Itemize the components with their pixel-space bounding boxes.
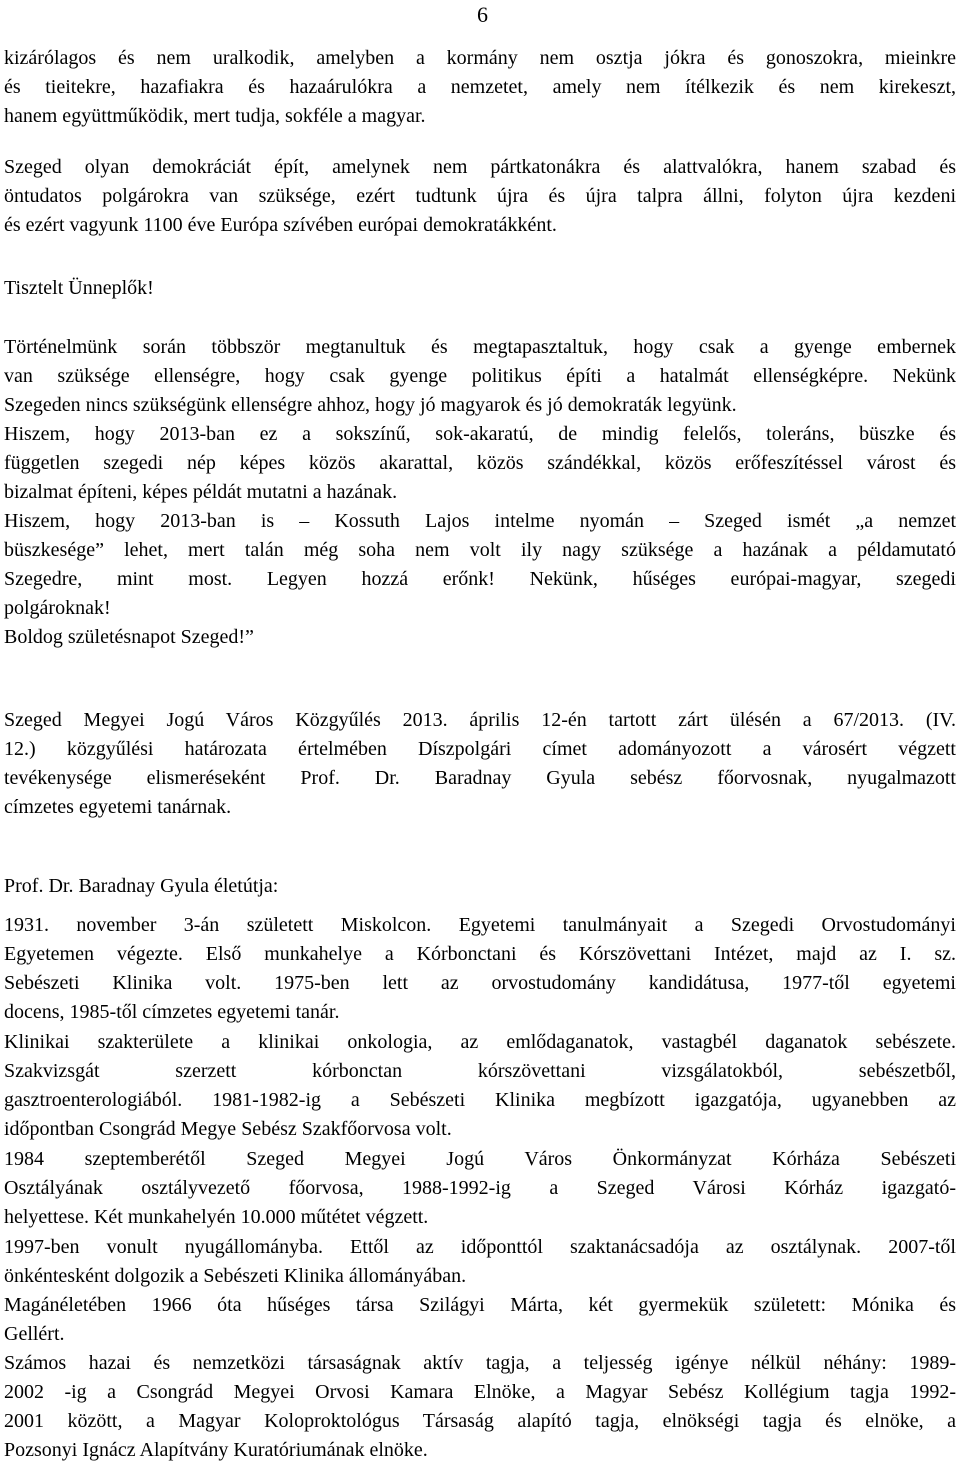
text-line: Osztályának osztályvezető főorvosa, 1988-1992-ig a Szeged Városi Kórház igazgató- — [4, 1177, 956, 1200]
text-line: Tisztelt Ünneplők! — [4, 277, 154, 299]
text-line: 1984 szeptemberétől Szeged Megyei Jogú Város Önkormányzat Kórháza Sebészeti — [4, 1148, 956, 1170]
text-line: Számos hazai és nemzetközi társaságnak aktív tagja, a teljesség igénye nélkül néhány: 1989- — [4, 1352, 956, 1374]
paragraph-hospital — [4, 1145, 956, 1232]
text-line: Magánéletében 1966 óta hűséges társa Szilágyi Márta, két gyermekük született: Mónika és — [4, 1294, 956, 1316]
text-line: kizárólagos és nem uralkodik, amelyben a kormány nem osztja jókra és gonoszokra, mieinkre — [4, 47, 956, 69]
text-line: 2001 között, a Magyar Koloproktológus Társaság alapító tagja, elnökségi tagja és elnöke, a — [4, 1410, 956, 1433]
text-line: címzetes egyetemi tanárnak. — [4, 796, 232, 819]
paragraph-education — [4, 911, 956, 1027]
text-line: önkéntesként dolgozik a Sebészeti Klinika állományában. — [4, 1265, 467, 1288]
closing-greeting — [4, 623, 956, 652]
text-line: Prof. Dr. Baradnay Gyula életútja: — [4, 875, 279, 897]
text-line: Sebészeti Klinika volt. 1975-ben lett az orvostudomány kandidátusa, 1977-től egyetemi — [4, 972, 956, 995]
paragraph-retirement — [4, 1233, 956, 1291]
text-line: Szeged olyan demokráciát épít, amelynek nem pártkatonákra és alattvalókra, hanem szabad és — [4, 156, 956, 178]
text-line: van szüksége ellenségre, hogy csak gyenge politikus építi a hatalmát ellenségképre. Nekünk — [4, 365, 956, 388]
text-line: 2002 -ig a Csongrád Megyei Orvosi Kamara Elnöke, a Magyar Sebész Kollégium tagja 1992- — [4, 1381, 956, 1404]
text-line: 1931. november 3-án született Miskolcon. Egyetemi tanulmányait a Szegedi Orvostudományi — [4, 914, 956, 936]
text-line: Egyetemen végezte. Első munkahelye a Kórbonctani és Kórszövettani Intézet, majd az I. sz. — [4, 943, 956, 966]
text-line: Szakvizsgát szerzett kórbonctan kórszövettani vizsgálatokból, sebészetből, — [4, 1060, 956, 1083]
biography-heading — [4, 872, 956, 901]
paragraph-resolution — [4, 706, 956, 822]
text-line: Történelmünk során többször megtanultuk és megtapasztaltuk, hogy csak a gyenge embernek — [4, 336, 956, 358]
text-line: 12.) közgyűlési határozata értelmében Díszpolgári címet adományozott a városért végzett — [4, 738, 956, 761]
paragraph-family — [4, 1291, 956, 1349]
text-line: független szegedi nép képes közös akarattal, közös szándékkal, közös erőfeszítéssel várost és — [4, 452, 956, 475]
salutation — [4, 274, 956, 303]
paragraph-specialty — [4, 1028, 956, 1144]
text-line: Klinikai szakterülete a klinikai onkologia, az emlődaganatok, vastagbél daganatok sebészete. — [4, 1031, 956, 1053]
text-line: helyettese. Két munkahelyén 10.000 műtétet végzett. — [4, 1206, 429, 1229]
page-number: 6 — [477, 2, 488, 27]
text-line: 1997-ben vonult nyugállományba. Ettől az időponttól szaktanácsadója az osztálynak. 2007-től — [4, 1236, 956, 1258]
paragraph-belief-2013 — [4, 420, 956, 507]
text-line: öntudatos polgárokra van szüksége, ezért tudtunk újra és újra talpra állni, folyton újra kezdeni — [4, 185, 956, 208]
text-line: és ezért vagyunk 1100 éve Európa szívében európai demokratákként. — [4, 214, 557, 237]
text-line: és tieitekre, hazafiakra és hazaárulókra a nemzetet, amely nem ítélkezik és nem kirekeszt, — [4, 76, 956, 99]
text-line: docens, 1985-től címzetes egyetemi tanár. — [4, 1001, 340, 1024]
paragraph-democracy — [4, 153, 956, 240]
text-line: gasztroenterologiából. 1981-1982-ig a Sebészeti Klinika megbízott igazgatója, ugyanebben az — [4, 1089, 956, 1112]
paragraph-kossuth — [4, 507, 956, 623]
text-line: hanem együttműködik, mert tudja, sokféle a magyar. — [4, 105, 426, 128]
text-line: bizalmat építeni, képes példát mutatni a hazának. — [4, 481, 398, 504]
text-line: Pozsonyi Ignácz Alapítvány Kuratóriumának elnöke. — [4, 1439, 428, 1462]
text-line: Szegeden nincs szükségünk ellenségre ahhoz, hogy jó magyarok és jó demokraták legyünk. — [4, 394, 737, 417]
text-line: Hiszem, hogy 2013-ban is – Kossuth Lajos intelme nyomán – Szeged ismét „a nemzet — [4, 510, 956, 532]
text-line: Szegedre, mint most. Legyen hozzá erőnk! Nekünk, hűséges európai-magyar, szegedi — [4, 568, 956, 591]
text-line: polgároknak! — [4, 597, 111, 620]
paragraph-history — [4, 333, 956, 420]
text-line: időpontban Csongrád Megye Sebész Szakfőorvosa volt. — [4, 1118, 452, 1141]
text-line: Hiszem, hogy 2013-ban ez a sokszínű, sok-akaratú, de mindig felelős, toleráns, büszke és — [4, 423, 956, 445]
text-line: Boldog születésnapot Szeged!” — [4, 626, 254, 648]
paragraph-memberships — [4, 1349, 956, 1465]
text-line: tevékenysége elismeréseként Prof. Dr. Baradnay Gyula sebész főorvosnak, nyugalmazott — [4, 767, 956, 790]
text-line: Szeged Megyei Jogú Város Közgyűlés 2013. április 12-én tartott zárt ülésén a 67/2013. (IV. — [4, 709, 956, 731]
text-line: büszkesége” lehet, mert talán még soha nem volt ily nagy szüksége a hazának a példamutató — [4, 539, 956, 562]
paragraph-inclusive-nation — [4, 44, 956, 131]
text-line: Gellért. — [4, 1323, 65, 1346]
